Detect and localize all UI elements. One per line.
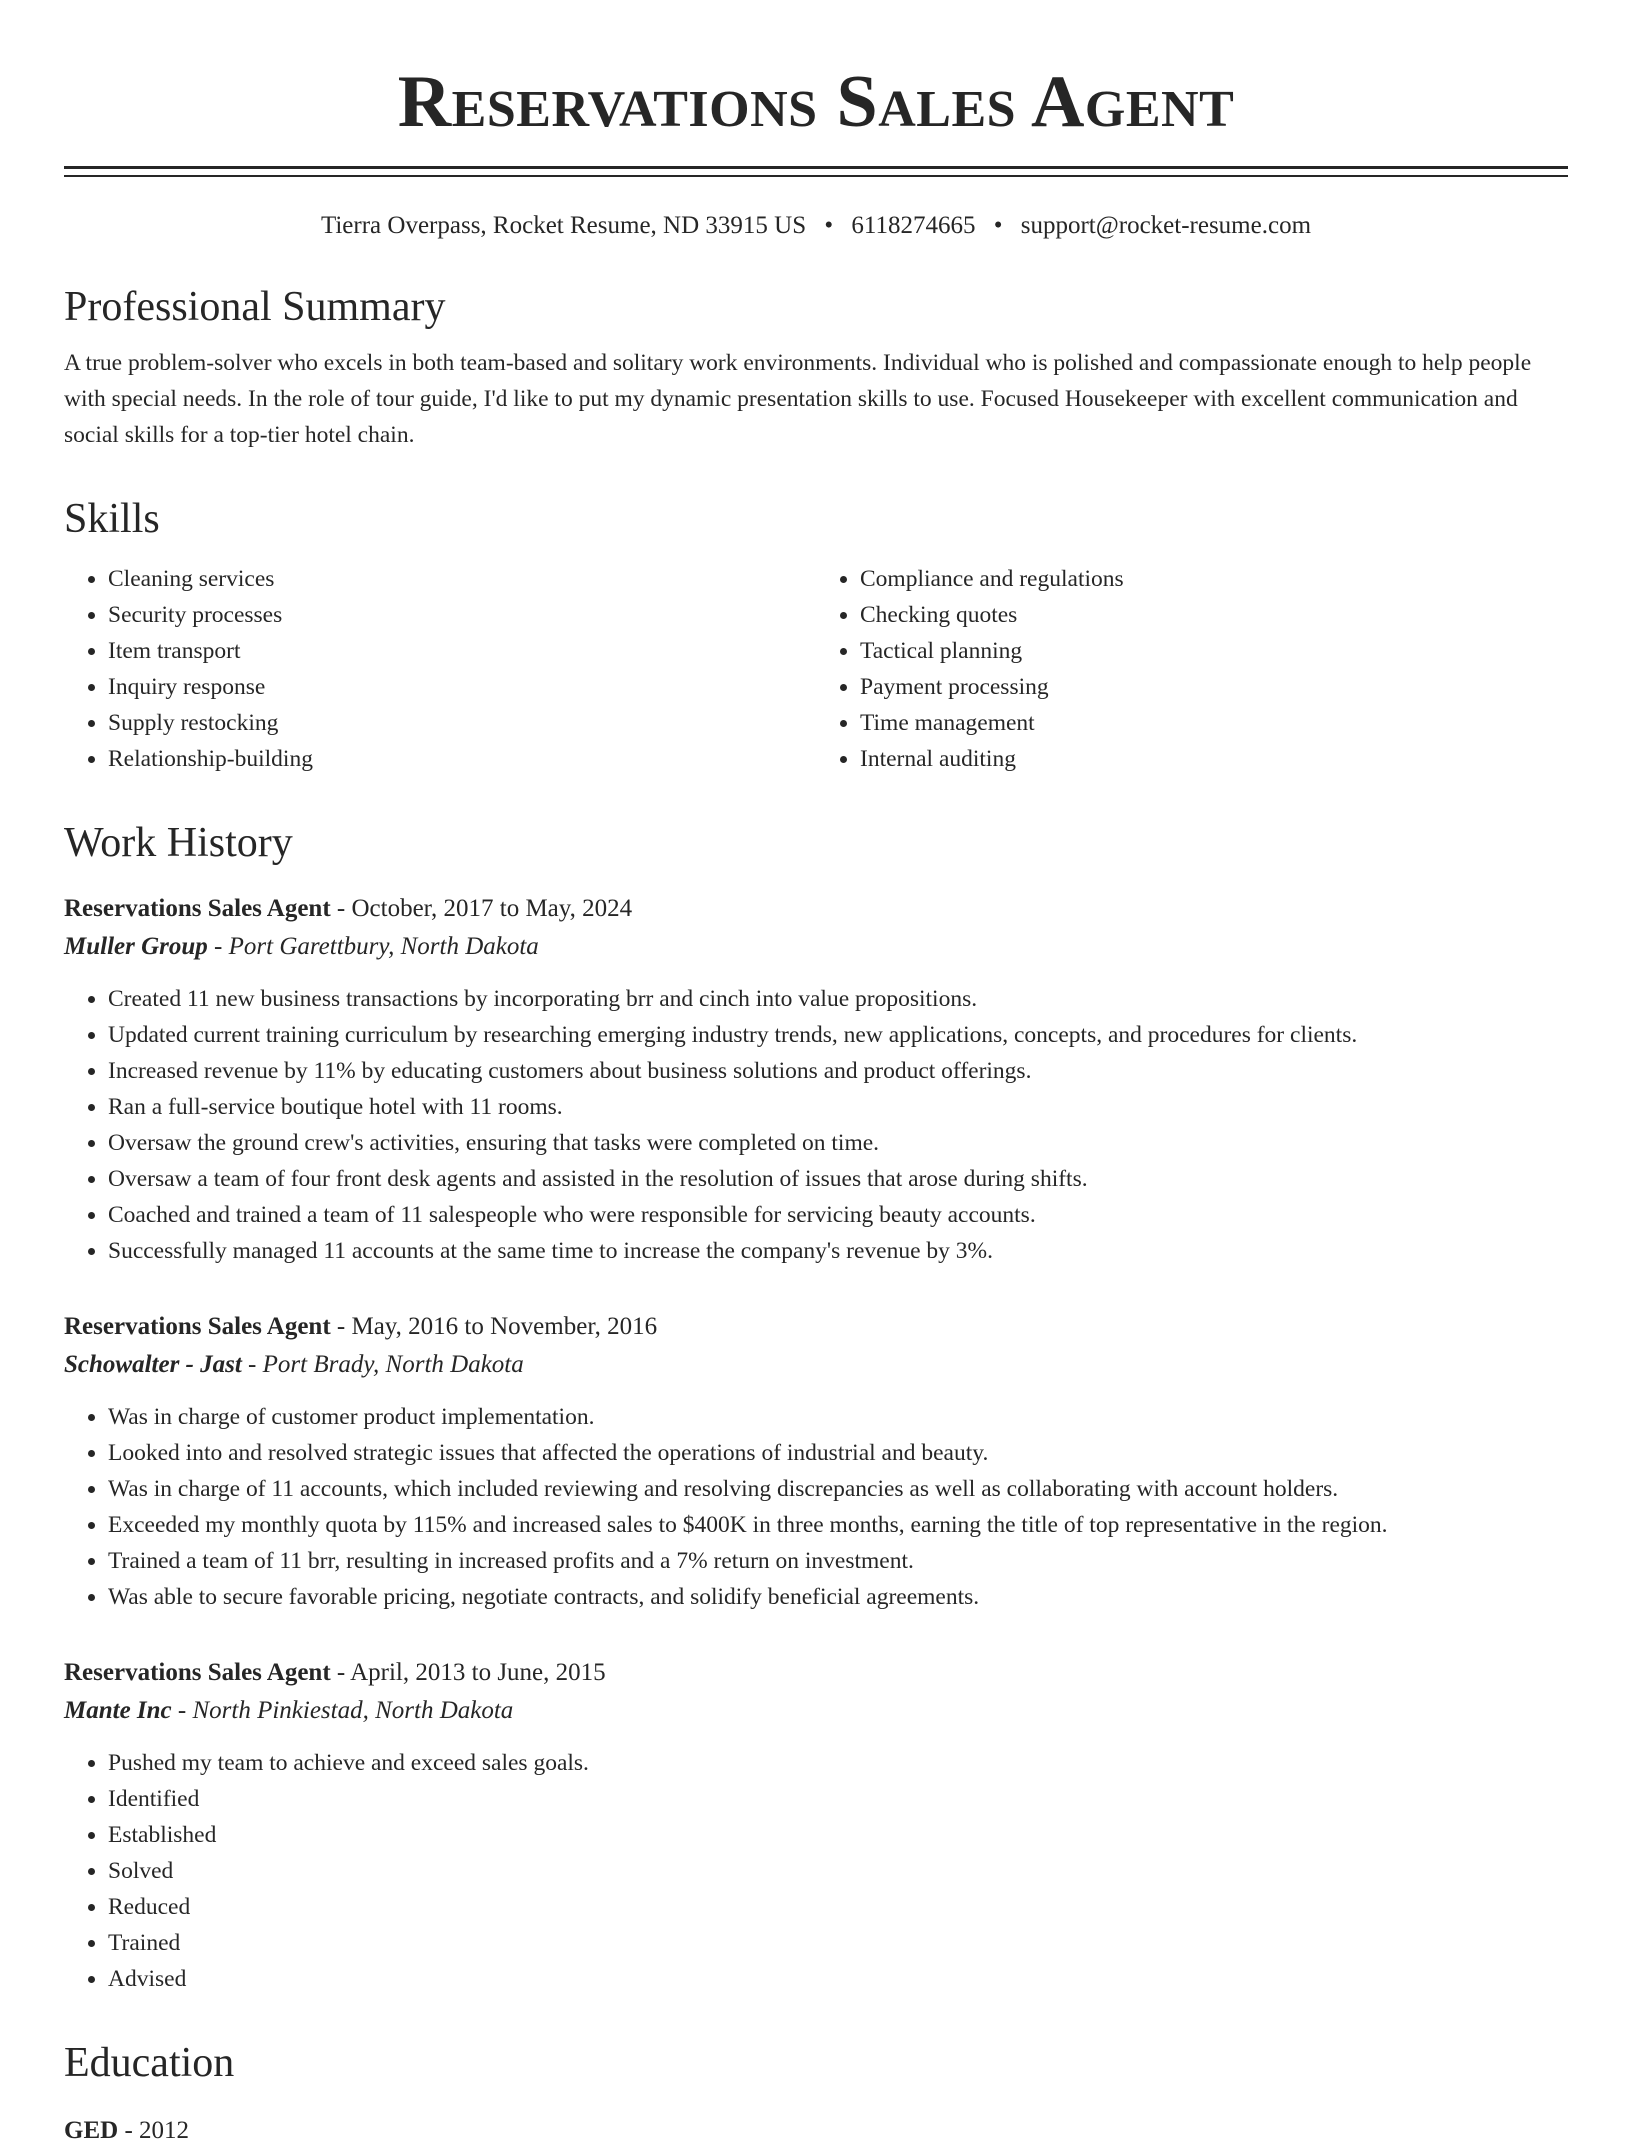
- skills-list: [64, 561, 1568, 777]
- summary-text: A true problem-solver who excels in both team-based and solitary work environments. Individual who is polished and compassionate enough to help people with special needs. In the role of tour guide, I'd like to put my dynamic presentation skills to use. Focused Housekeeper with excellent communication and social skills for a top-tier hotel chain.: [64, 350, 1532, 448]
- job-company-line: [64, 1345, 1568, 1385]
- job-company: Muller Group: [64, 933, 208, 960]
- skill-item: • Time management: [860, 705, 1568, 741]
- skill-item: • Relationship-building: [108, 741, 816, 777]
- header-rule-thin: [64, 175, 1568, 177]
- job-bullet: • Looked into and resolved strategic issues that affected the operations of industrial and beauty.: [108, 1435, 1568, 1471]
- job-bullet: • Solved: [108, 1853, 1568, 1889]
- contact-line: [64, 211, 1568, 241]
- skills-heading: Skills: [64, 496, 160, 542]
- job-title: Reservations Sales Agent: [64, 1659, 331, 1686]
- contact-address: Tierra Overpass, Rocket Resume, ND 33915 US: [320, 212, 807, 239]
- education-entry: [64, 2113, 1568, 2149]
- contact-email: support@rocket-resume.com: [1020, 212, 1312, 239]
- contact-separator: •: [993, 212, 1003, 239]
- job-bullets: [64, 1399, 1568, 1615]
- job-bullet: • Exceeded my monthly quota by 115% and increased sales to $400K in three months, earning the title of top representative in the region.: [108, 1507, 1568, 1543]
- job-bullet: • Updated current training curriculum by researching emerging industry trends, new applications, concepts, and procedures for clients.: [108, 1017, 1568, 1053]
- job-title-line: [64, 1309, 1568, 1345]
- skill-item: • Security processes: [108, 597, 816, 633]
- work-history-heading: Work History: [64, 820, 293, 866]
- job-bullet: • Was in charge of customer product implementation.: [108, 1399, 1568, 1435]
- job-bullets: [64, 1745, 1568, 1997]
- job-bullet: • Coached and trained a team of 11 salespeople who were responsible for servicing beauty accounts.: [108, 1197, 1568, 1233]
- skill-item: • Supply restocking: [108, 705, 816, 741]
- job-entry: [64, 1309, 1568, 1615]
- job-company: Schowalter - Jast: [64, 1351, 242, 1378]
- education-heading: Education: [64, 2040, 235, 2086]
- skill-item: • Internal auditing: [860, 741, 1568, 777]
- job-dates: - October, 2017 to May, 2024: [330, 895, 633, 922]
- job-entry: [64, 891, 1568, 1269]
- job-bullets: [64, 981, 1568, 1269]
- job-bullet: • Ran a full-service boutique hotel with 11 rooms.: [108, 1089, 1568, 1125]
- contact-phone: 6118274665: [851, 212, 976, 239]
- job-title: Reservations Sales Agent: [64, 895, 331, 922]
- skill-item: • Inquiry response: [108, 669, 816, 705]
- job-company: Mante Inc: [64, 1697, 172, 1724]
- job-dates: - April, 2013 to June, 2015: [330, 1659, 606, 1686]
- job-bullet: • Was able to secure favorable pricing, negotiate contracts, and solidify beneficial agreements.: [108, 1579, 1568, 1615]
- job-title-line: [64, 1655, 1568, 1691]
- job-bullet: • Reduced: [108, 1889, 1568, 1925]
- job-title: Reservations Sales Agent: [64, 1313, 331, 1340]
- resume-title: Reservations Sales Agent: [397, 61, 1235, 143]
- skill-item: • Cleaning services: [108, 561, 816, 597]
- job-location: - Port Brady, North Dakota: [241, 1351, 524, 1378]
- job-company-line: [64, 1691, 1568, 1731]
- skills-column-left: [64, 561, 816, 777]
- job-location: - Port Garettbury, North Dakota: [207, 933, 539, 960]
- job-bullet: • Oversaw the ground crew's activities, ensuring that tasks were completed on time.: [108, 1125, 1568, 1161]
- job-bullet: • Was in charge of 11 accounts, which included reviewing and resolving discrepancies as well as collaborating with account holders.: [108, 1471, 1568, 1507]
- header-rule-thick: [64, 166, 1568, 169]
- summary-heading: Professional Summary: [64, 284, 446, 330]
- skill-item: • Tactical planning: [860, 633, 1568, 669]
- education-year: - 2012: [118, 2117, 190, 2144]
- job-bullet: • Oversaw a team of four front desk agents and assisted in the resolution of issues that arose during shifts.: [108, 1161, 1568, 1197]
- job-company-line: [64, 927, 1568, 967]
- job-bullet: • Created 11 new business transactions by incorporating brr and cinch into value propositions.: [108, 981, 1568, 1017]
- skill-item: • Compliance and regulations: [860, 561, 1568, 597]
- job-dates: - May, 2016 to November, 2016: [330, 1313, 658, 1340]
- skill-item: • Checking quotes: [860, 597, 1568, 633]
- job-bullet: • Advised: [108, 1961, 1568, 1997]
- job-bullet: • Established: [108, 1817, 1568, 1853]
- education-degree: GED: [64, 2117, 119, 2144]
- job-bullet: • Increased revenue by 11% by educating customers about business solutions and product offerings.: [108, 1053, 1568, 1089]
- job-bullet: • Identified: [108, 1781, 1568, 1817]
- job-bullet: • Trained: [108, 1925, 1568, 1961]
- job-bullet: • Pushed my team to achieve and exceed sales goals.: [108, 1745, 1568, 1781]
- job-bullet: • Trained a team of 11 brr, resulting in increased profits and a 7% return on investment.: [108, 1543, 1568, 1579]
- skill-item: • Item transport: [108, 633, 816, 669]
- skill-item: • Payment processing: [860, 669, 1568, 705]
- skills-column-right: [816, 561, 1568, 777]
- job-entry: [64, 1655, 1568, 1997]
- contact-separator: •: [824, 212, 834, 239]
- job-location: - North Pinkiestad, North Dakota: [171, 1697, 514, 1724]
- job-bullet: • Successfully managed 11 accounts at the same time to increase the company's revenue by 3%.: [108, 1233, 1568, 1269]
- job-title-line: [64, 891, 1568, 927]
